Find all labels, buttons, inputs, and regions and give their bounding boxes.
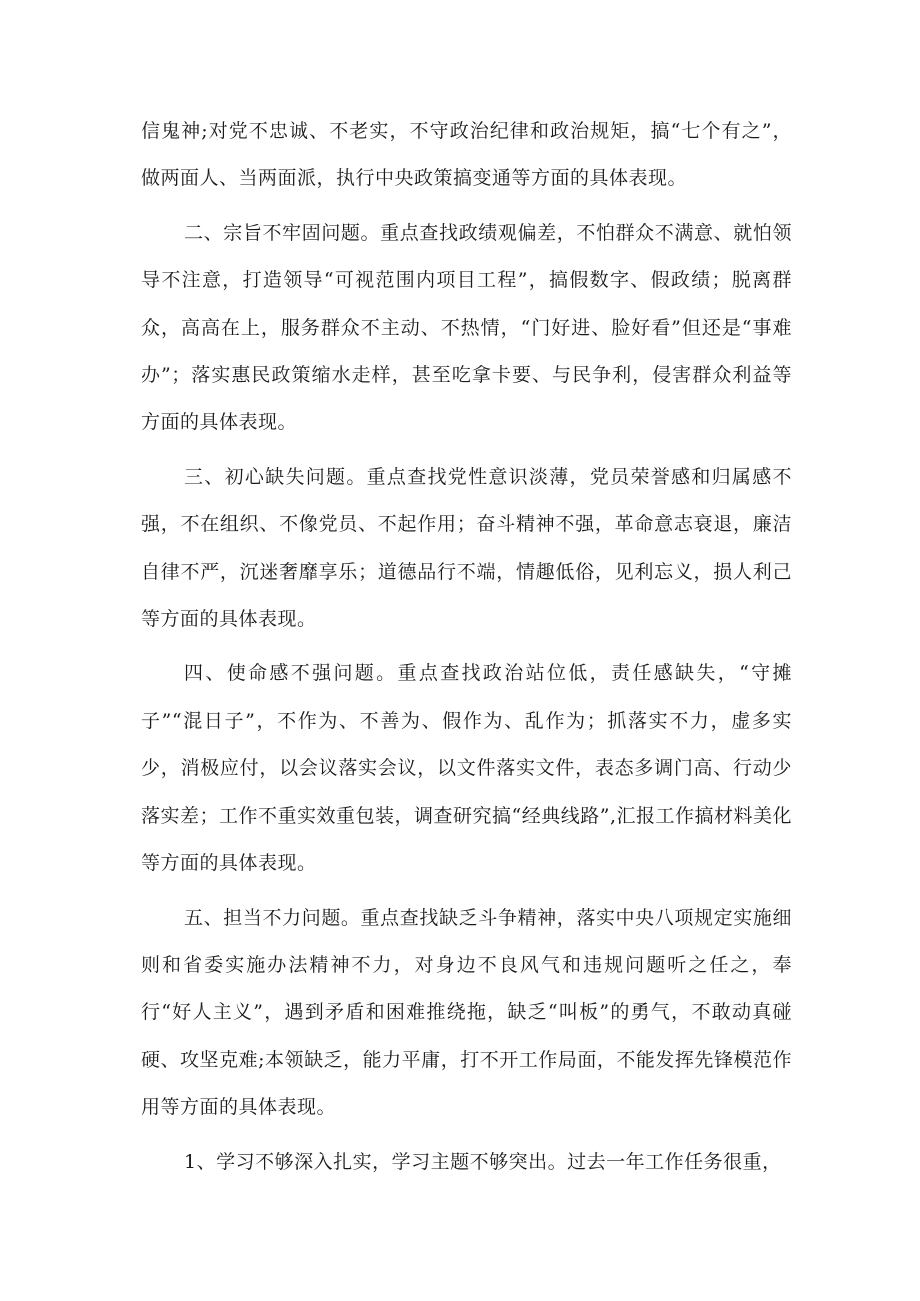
- paragraph-item-one: 1、学习不够深入扎实，学习主题不够突出。过去一年工作任务很重，: [184, 1150, 782, 1173]
- paragraph-section-three: 三、初心缺失问题。重点查找党性意识淡薄，党员荣誉感和归属感不强，不在组织、不像党员、不起作用；奋斗精神不强，革命意志衰退，廉洁自律不严，沉迷奢靡享乐；道德品行不端，情趣低俗，见利忘义，损人利己等方面的具体表现。: [141, 465, 792, 631]
- paragraph-section-four: 四、使命感不强问题。重点查找政治站位低，责任感缺失，“守摊子”“混日子”，不作为、不善为、假作为、乱作为；抓落实不力，虚多实少，消极应付，以会议落实会议，以文件落实文件，表态多调门高、行动少落实差；工作不重实效重包装，调查研究搞“经典线路”,汇报工作搞材料美化等方面的具体表现。: [141, 662, 792, 875]
- paragraph-continuation: 信鬼神;对党不忠诚、不老实，不守政治纪律和政治规矩，搞“七个有之”，做两面人、当两面派，执行中央政策搞变通等方面的具体表现。: [141, 120, 792, 190]
- paragraph-section-two: 二、宗旨不牢固问题。重点查找政绩观偏差，不怕群众不满意、就怕领导不注意，打造领导“可视范围内项目工程”，搞假数字、假政绩；脱离群众，高高在上，服务群众不主动、不热情，“门好进、脸好看”但还是“事难办”；落实惠民政策缩水走样，甚至吃拿卡要、与民争利，侵害群众利益等方面的具体表现。: [141, 221, 792, 434]
- paragraph-section-five: 五、担当不力问题。重点查找缺乏斗争精神，落实中央八项规定实施细则和省委实施办法精神不力，对身边不良风气和违规问题听之任之，奉行“好人主义”，遇到矛盾和困难推绕拖，缺乏“叫板”的勇气，不敢动真碰硬、攻坚克难;本领缺乏，能力平庸，打不开工作局面，不能发挥先锋模范作用等方面的具体表现。: [141, 906, 792, 1119]
- document-body: [141, 108, 792, 1193]
